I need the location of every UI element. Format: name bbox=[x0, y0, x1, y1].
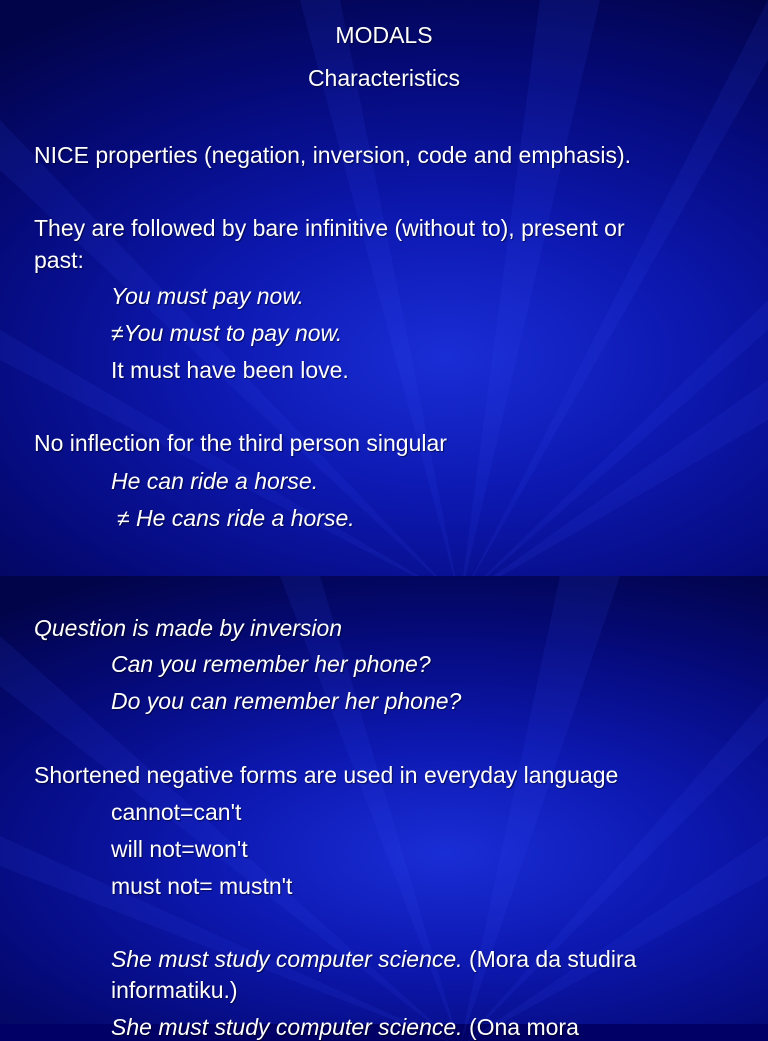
example-study-2-italic: She must study computer science. bbox=[111, 1014, 463, 1040]
shortened-negatives: Shortened negative forms are used in everyday language bbox=[34, 762, 619, 788]
question-inversion: Question is made by inversion bbox=[34, 615, 343, 641]
example-can-remember: Can you remember her phone? bbox=[111, 651, 431, 677]
bare-infinitive-line-2: past: bbox=[34, 247, 84, 273]
form-must-not: must not= mustn't bbox=[111, 873, 293, 899]
example-study-1-line-2: informatiku.) bbox=[111, 977, 238, 1003]
form-will-not: will not=won't bbox=[111, 836, 248, 862]
example-study-1-italic: She must study computer science. bbox=[111, 946, 463, 972]
example-study-2-translation: (Ona mora bbox=[462, 1014, 579, 1040]
example-can-ride: He can ride a horse. bbox=[111, 468, 319, 494]
no-inflection: No inflection for the third person singular bbox=[34, 430, 447, 456]
bare-infinitive-line-1: They are followed by bare infinitive (without to), present or bbox=[34, 215, 625, 241]
example-do-can-remember: Do you can remember her phone? bbox=[111, 688, 462, 714]
example-must-pay: You must pay now. bbox=[111, 283, 305, 309]
example-cans-ride: ≠ He cans ride a horse. bbox=[117, 505, 355, 531]
example-must-to-pay: ≠You must to pay now. bbox=[111, 320, 343, 346]
example-study-2 bbox=[111, 1013, 579, 1041]
slide-subtitle: Characteristics bbox=[307, 65, 461, 91]
slide-2 bbox=[0, 576, 768, 1040]
example-study-1 bbox=[111, 945, 636, 973]
form-cannot: cannot=can't bbox=[111, 799, 242, 825]
nice-properties: NICE properties (negation, inversion, code and emphasis). bbox=[34, 142, 632, 168]
example-been-love: It must have been love. bbox=[111, 357, 349, 383]
slide-title: MODALS bbox=[335, 22, 433, 48]
example-study-1-translation: (Mora da studira bbox=[462, 946, 637, 972]
